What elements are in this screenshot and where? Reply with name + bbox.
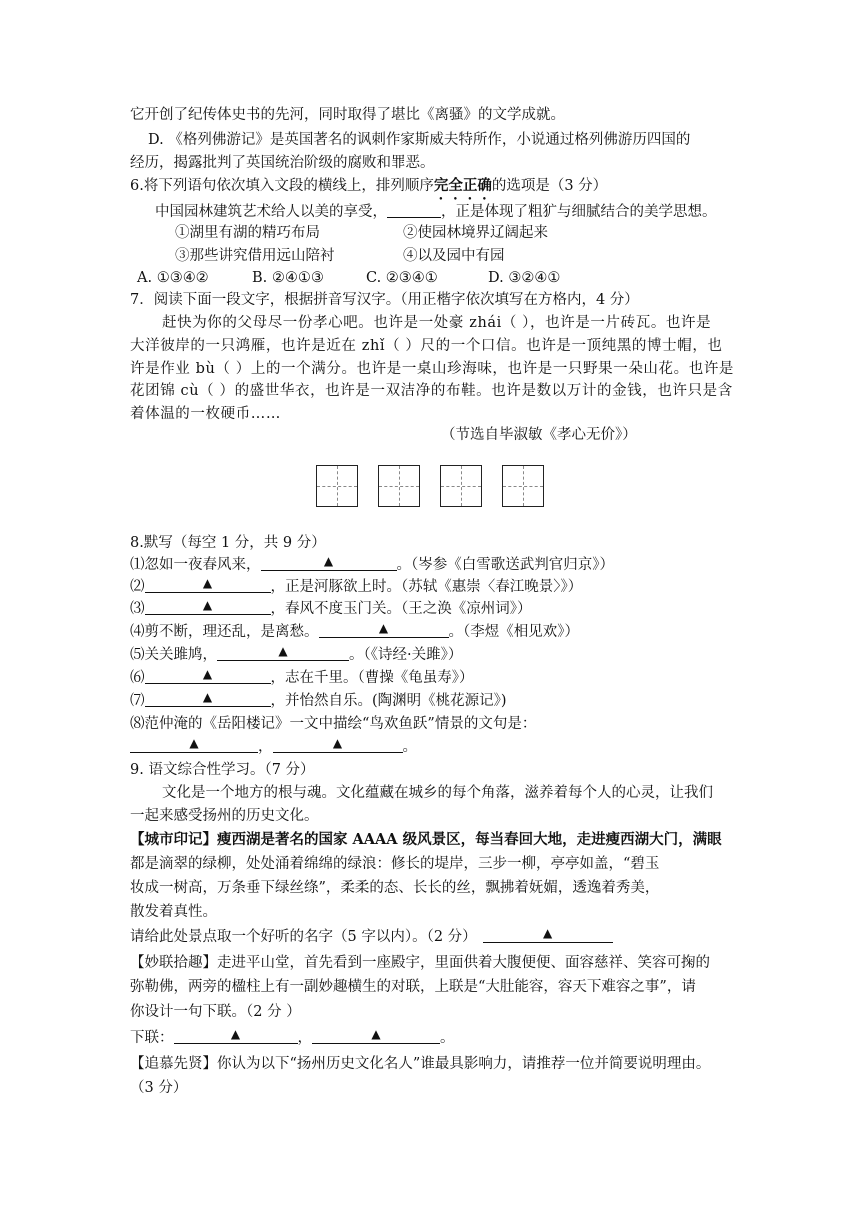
- q9-intro-line: 一起来感受扬州的历史文化。: [130, 808, 319, 824]
- q9-city-line: 散发着真性。: [130, 904, 217, 920]
- answer-blank[interactable]: ▲: [174, 1027, 298, 1044]
- q8-item-7: ⑺ ▲ ，并怡然自乐。(陶渊明《桃花源记》): [130, 690, 507, 709]
- answer-blank[interactable]: ▲: [319, 621, 449, 638]
- answer-blank[interactable]: ▲: [273, 736, 403, 753]
- answer-grid-box[interactable]: [378, 465, 420, 507]
- q9-sage-line: 【追慕先贤】你认为以下“扬州历史文化名人”谁最具影响力，请推荐一位并简要说明理由。: [130, 1056, 711, 1072]
- q8-item-8: ⑻范仲淹的《岳阳楼记》一文中描绘“鸟欢鱼跃”情景的文句是：: [130, 716, 537, 732]
- q9-couplet-line: 你设计一句下联。（2 分 ）: [130, 1004, 301, 1020]
- q8-item-2: ⑵ ▲ ，正是河豚欲上时。（苏轼《惠崇〈春江晚景〉》）: [130, 576, 583, 595]
- answer-blank[interactable]: ▲: [217, 644, 349, 661]
- q9-city-line: 【城市印记】瘦西湖是著名的国家 AAAA 级风景区，每当春回大地，走进瘦西湖大门，满眼: [130, 831, 722, 848]
- q6-option-1: ①湖里有湖的精巧布局: [175, 225, 320, 241]
- q6-choice-d[interactable]: D. ③②④①: [488, 270, 561, 286]
- answer-blank[interactable]: [387, 201, 441, 218]
- q8-item-3: ⑶ ▲ ，春风不度玉门关。（王之涣《凉州词》）: [130, 598, 532, 617]
- q9-city-line: 妆成一树高，万条垂下绿丝绦”，柔柔的态、长长的丝，飘拂着妩媚，透逸着秀美，: [130, 880, 660, 896]
- q9-name-prompt: 请给此处景点取一个好听的名字（5 字以内）。（2 分） ▲: [130, 926, 613, 948]
- q9-sage-line: （3 分）: [130, 1080, 188, 1096]
- answer-grid-box[interactable]: [440, 465, 482, 507]
- q9-couplet-line: 【妙联拾趣】走进平山堂，首先看到一座殿宇，里面供着大腹便便、面容慈祥、笑容可掬的: [130, 955, 710, 971]
- q6-passage: 中国园林建筑艺术给人以美的享受， ，正是体现了粗犷与细腻结合的美学思想。: [155, 201, 717, 223]
- q9-couplet-line: 弥勒佛，两旁的楹柱上有一副妙趣横生的对联，上联是“大肚能容，容天下难容之事”，请: [130, 979, 696, 995]
- q9-intro-line: 文化是一个地方的根与魂。文化蕴藏在城乡的每个角落，滋养着每个人的心灵，让我们: [162, 785, 713, 801]
- answer-blank[interactable]: ▲: [130, 736, 258, 753]
- answer-blank[interactable]: ▲: [312, 1027, 440, 1044]
- q8-item-8-blanks: ▲ ， ▲ 。: [130, 736, 417, 758]
- q6-choice-a[interactable]: A. ①③④②: [137, 270, 209, 286]
- q7-passage-line: 大洋彼岸的一只鸿雁，也许是近在 zhǐ（ ）尺的一个口信。也许是一顶纯黑的博士帽，也: [130, 338, 723, 354]
- q9-title: 9. 语文综合性学习。（7 分）: [130, 762, 315, 778]
- answer-blank[interactable]: ▲: [145, 667, 271, 684]
- q8-item-5: ⑸关关雎鸠， ▲ 。（《诗经·关雎》）: [130, 644, 463, 663]
- answer-blank[interactable]: ▲: [145, 598, 271, 615]
- q8-title: 8.默写（每空 1 分，共 9 分）: [130, 535, 326, 551]
- text-line: 它开创了纪传体史书的先河，同时取得了堪比《离骚》的文学成就。: [130, 107, 565, 123]
- q7-title: 7．阅读下面一段文字，根据拼音写汉字。（用正楷字依次填写在方格内，4 分）: [130, 292, 639, 308]
- option-d-line: D. 《格列佛游记》是英国著名的讽刺作家斯威夫特所作，小说通过格列佛游历四国的: [148, 132, 691, 148]
- q7-passage-line: 赶快为你的父母尽一份孝心吧。也许是一处豪 zhái（ ），也许是一片砖瓦。也许是: [162, 315, 712, 331]
- q8-item-1: ⑴忽如一夜春风来， ▲ 。（岑参《白雪歌送武判官归京》）: [130, 554, 614, 573]
- text-line: 经历，揭露批判了英国统治阶级的腐败和罪恶。: [130, 155, 435, 171]
- answer-blank[interactable]: ▲: [145, 576, 271, 593]
- answer-blank[interactable]: ▲: [145, 690, 271, 707]
- q7-passage-line: 许是作业 bù（ ）上的一个满分。也许是一桌山珍海味，也许是一只野果一朵山花。也许是: [130, 361, 735, 377]
- q6-option-2: ②使园林境界辽阔起来: [403, 225, 548, 241]
- q6-title: 6.将下列语句依次填入文段的横线上，排列顺序完全正确的选项是（3 分）: [130, 177, 608, 194]
- q6-option-3: ③那些讲究借用远山陪衬: [175, 248, 335, 264]
- q7-passage-line: 花团锦 cù（ ）的盛世华衣，也许是一双洁净的布鞋。也许是数以万计的金钱，也许只是含: [130, 383, 733, 399]
- q9-city-line: 都是滴翠的绿柳，处处涌着绵绵的绿浪：修长的堤岸，三步一柳，亭亭如盖，“碧玉: [130, 856, 660, 872]
- q6-choice-b[interactable]: B. ②④①③: [252, 270, 324, 286]
- answer-blank[interactable]: ▲: [261, 554, 397, 571]
- answer-blank[interactable]: ▲: [483, 926, 613, 943]
- answer-grid-box[interactable]: [502, 465, 544, 507]
- q6-choice-c[interactable]: C. ②③④①: [366, 270, 438, 286]
- q7-passage-line: 着体温的一枚硬币……: [130, 406, 281, 422]
- q9-couplet-answer: 下联： ▲ ， ▲ 。: [130, 1027, 455, 1046]
- answer-grid-box[interactable]: [316, 465, 358, 507]
- q6-option-4: ④以及园中有园: [403, 248, 505, 264]
- q8-item-4: ⑷剪不断，理还乱，是离愁。 ▲ 。（李煜《相见欢》）: [130, 621, 579, 640]
- emphasis-text: 完全正确: [433, 177, 492, 194]
- q8-item-6: ⑹ ▲ ，志在千里。（曹操《龟虽寿》）: [130, 667, 474, 686]
- q7-source: （节选自毕淑敏《孝心无价》）: [441, 427, 637, 443]
